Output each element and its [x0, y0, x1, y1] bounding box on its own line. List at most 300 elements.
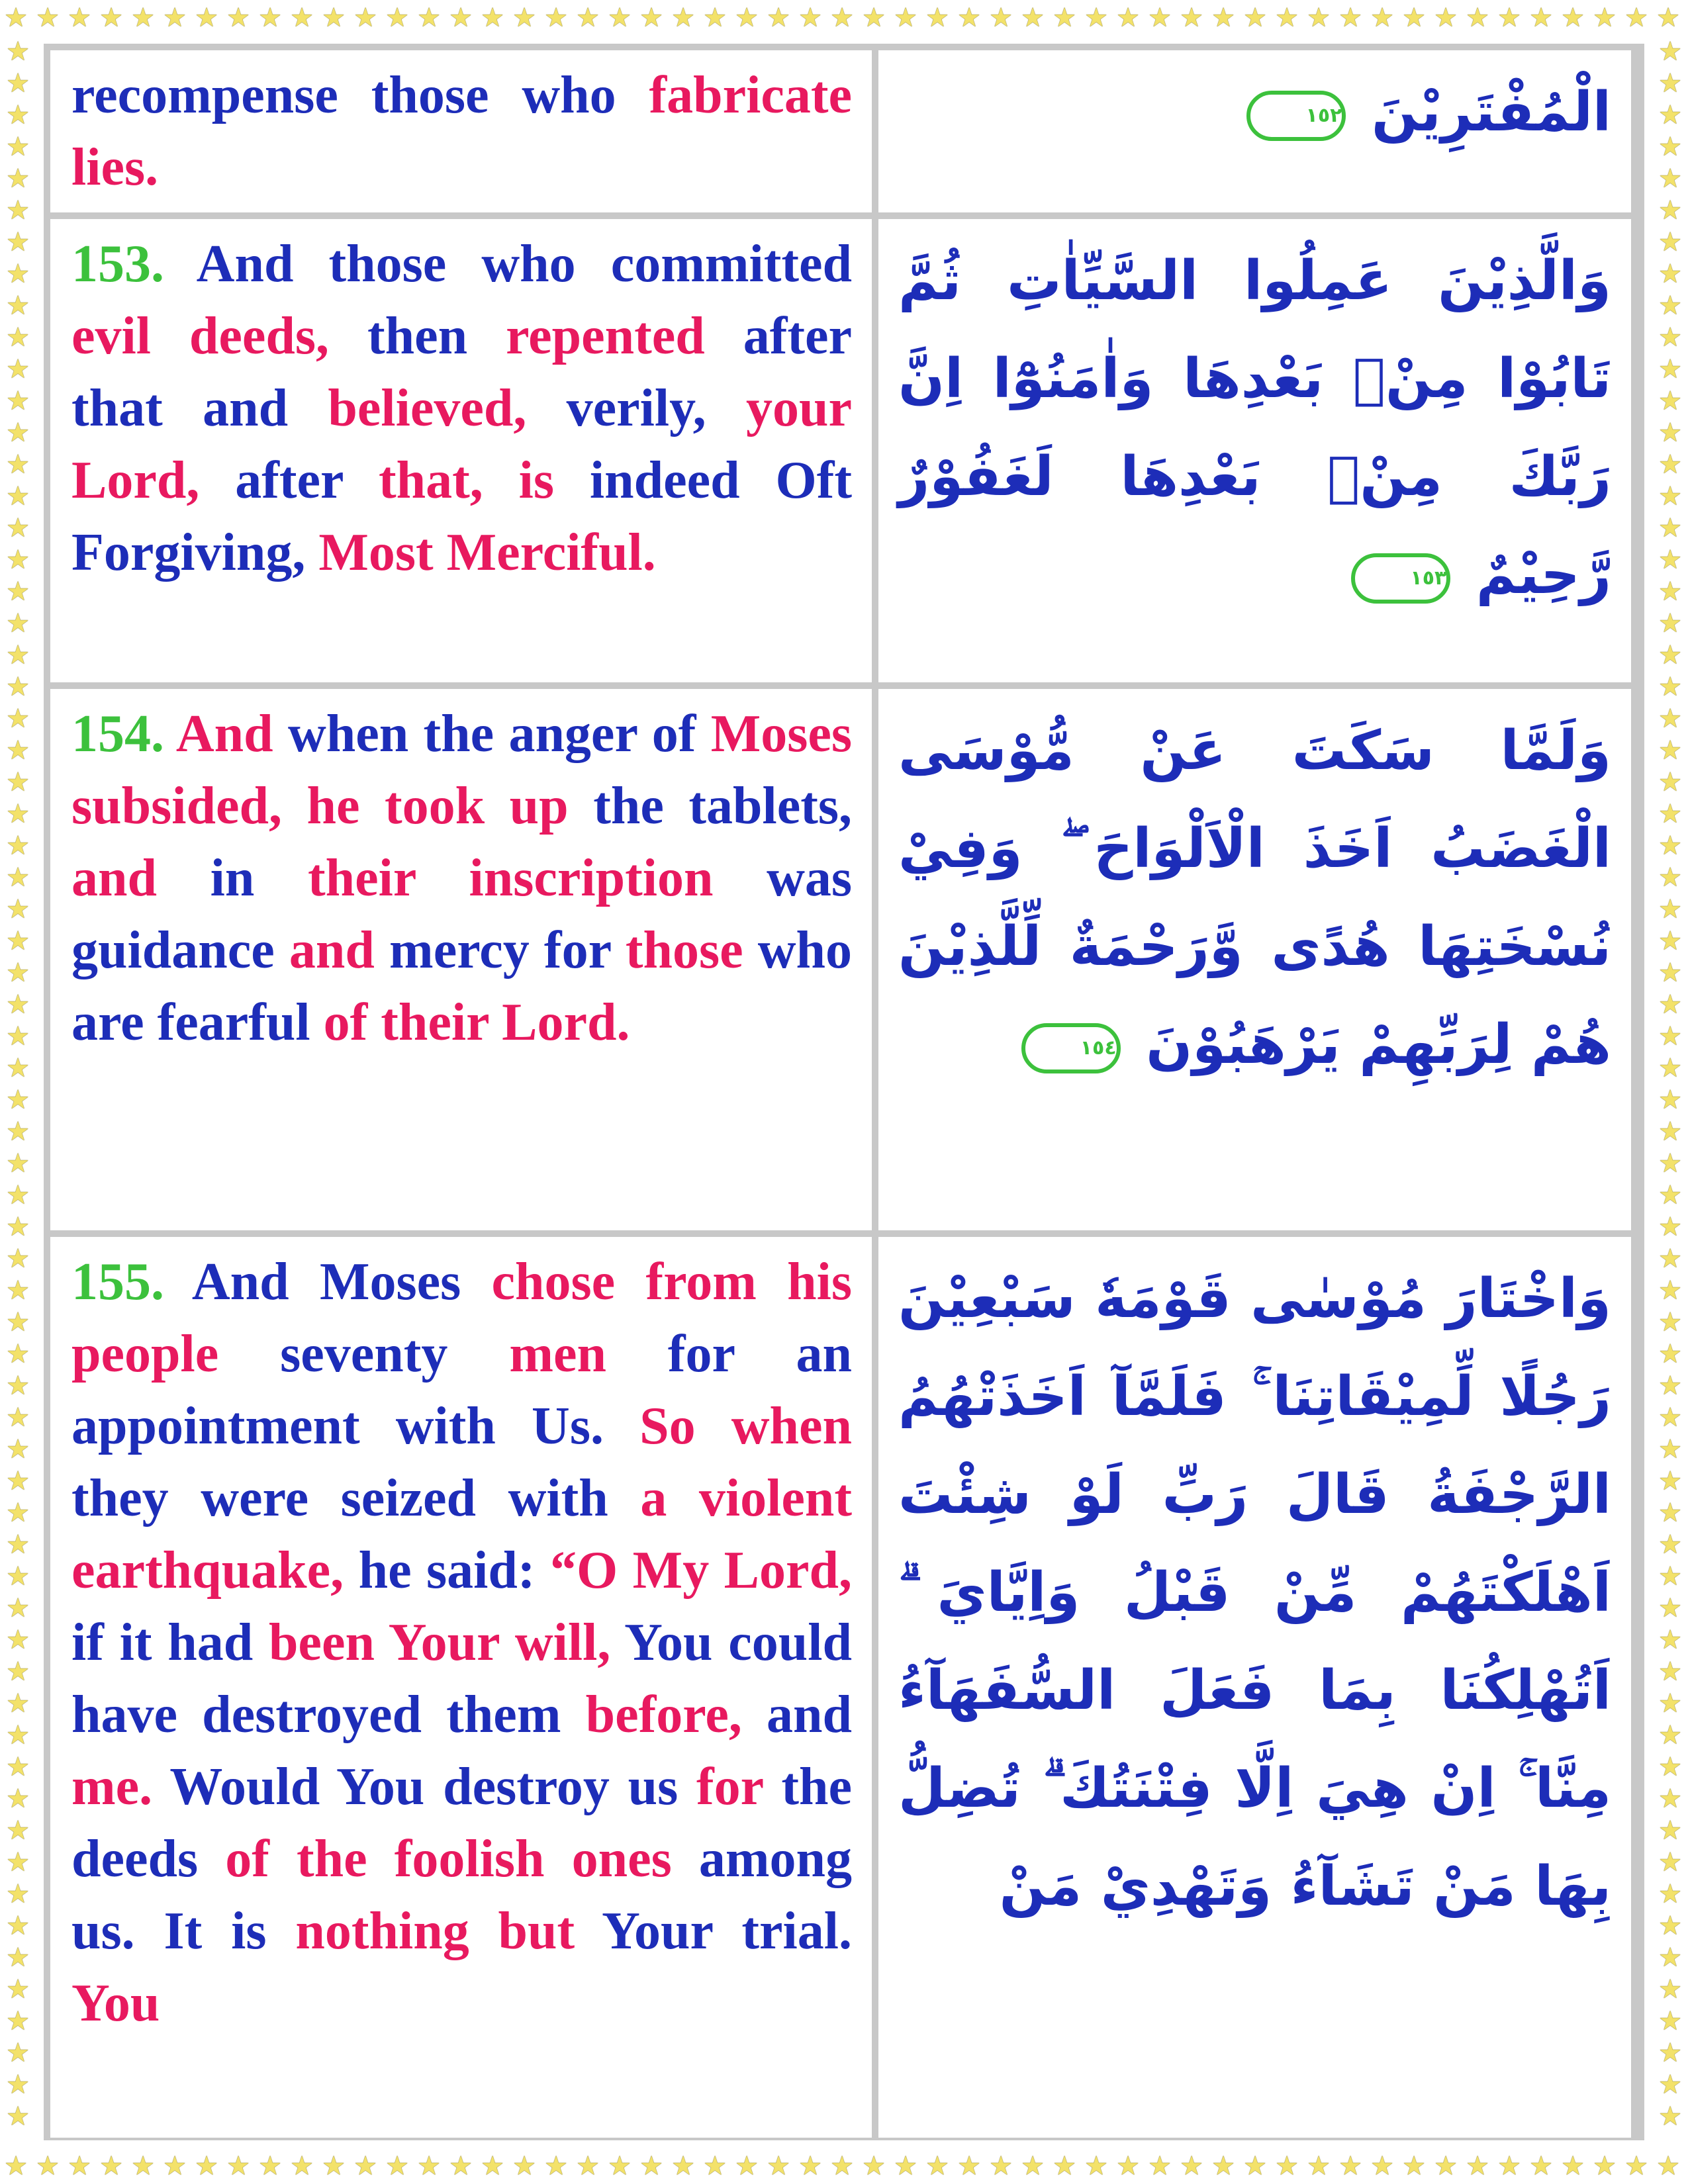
star-icon: ★ [1656, 2151, 1680, 2181]
translation-segment: Moses subsided, he took up [71, 705, 853, 835]
translation-segment: and [767, 1686, 852, 1744]
star-icon: ★ [1658, 640, 1682, 670]
translation-segment: indeed Oft Forgiving, [71, 451, 852, 582]
english-cell-row-1 [50, 50, 872, 212]
translation-segment: of the foolish ones [225, 1830, 699, 1888]
star-icon: ★ [671, 2151, 695, 2181]
star-icon: ★ [1402, 2151, 1426, 2181]
star-icon: ★ [1658, 831, 1682, 861]
star-icon: ★ [1658, 1498, 1682, 1528]
star-icon: ★ [1658, 1529, 1682, 1560]
star-icon: ★ [68, 2151, 91, 2181]
star-icon: ★ [1658, 1847, 1682, 1878]
star-icon: ★ [258, 3, 282, 33]
star-icon: ★ [1658, 132, 1682, 162]
english-translation [71, 228, 852, 589]
star-icon: ★ [6, 354, 30, 385]
star-icon: ★ [6, 1879, 30, 1909]
star-icon: ★ [1084, 3, 1108, 33]
star-icon: ★ [6, 100, 30, 130]
star-icon: ★ [6, 481, 30, 512]
star-icon: ★ [6, 1561, 30, 1592]
translation-segment: a violent earthquake, [71, 1469, 853, 1600]
translation-segment: after that and [71, 307, 853, 437]
star-icon: ★ [6, 1148, 30, 1179]
star-icon: ★ [1658, 322, 1682, 353]
english-translation [71, 60, 852, 204]
star-icon: ★ [417, 2151, 441, 2181]
star-icon: ★ [163, 3, 187, 33]
star-icon: ★ [1593, 2151, 1617, 2181]
star-icon: ★ [6, 68, 30, 99]
star-border-bottom [0, 2148, 1688, 2184]
translation-segment: after [235, 451, 379, 510]
star-icon: ★ [6, 576, 30, 607]
star-icon: ★ [6, 2006, 30, 2036]
star-icon: ★ [1658, 163, 1682, 194]
star-icon: ★ [1658, 36, 1682, 67]
translation-segment: And those who committed [196, 235, 852, 293]
star-icon: ★ [6, 291, 30, 321]
star-icon: ★ [1658, 1879, 1682, 1909]
star-icon: ★ [1658, 1307, 1682, 1338]
translation-segment: among us. It is [71, 1830, 852, 1960]
translation-segment: in [210, 849, 308, 907]
star-icon: ★ [1053, 3, 1076, 33]
star-icon: ★ [1338, 2151, 1362, 2181]
translation-segment: was guidance [71, 849, 853, 979]
translation-segment: 153. [71, 235, 197, 293]
arabic-text: الْمُفْتَرِيْنَ [1372, 81, 1611, 144]
star-icon: ★ [1656, 3, 1680, 33]
star-icon: ★ [4, 3, 28, 33]
star-icon: ★ [1658, 1275, 1682, 1306]
star-icon: ★ [6, 322, 30, 353]
star-icon: ★ [322, 2151, 346, 2181]
star-icon: ★ [6, 1720, 30, 1751]
translation-segment: seventy [280, 1325, 510, 1383]
translation-segment: men [509, 1325, 668, 1383]
star-icon: ★ [703, 3, 727, 33]
star-icon: ★ [1658, 1244, 1682, 1274]
star-icon: ★ [1658, 1021, 1682, 1052]
star-icon: ★ [6, 513, 30, 543]
star-icon: ★ [1658, 100, 1682, 130]
star-icon: ★ [957, 3, 981, 33]
star-icon: ★ [989, 2151, 1013, 2181]
translation-segment: those [625, 921, 758, 979]
star-icon: ★ [1658, 545, 1682, 575]
translation-segment: recompense those who [71, 66, 649, 124]
star-icon: ★ [798, 3, 822, 33]
star-icon: ★ [1529, 2151, 1553, 2181]
star-icon: ★ [1658, 1561, 1682, 1592]
star-icon: ★ [1658, 195, 1682, 226]
star-icon: ★ [6, 1688, 30, 1719]
star-icon: ★ [1307, 2151, 1331, 2181]
translation-segment: me. [71, 1758, 170, 1816]
star-icon: ★ [925, 2151, 949, 2181]
star-icon: ★ [6, 132, 30, 162]
star-icon: ★ [1658, 1339, 1682, 1369]
star-icon: ★ [1624, 2151, 1648, 2181]
star-icon: ★ [1148, 3, 1172, 33]
star-icon: ★ [608, 2151, 632, 2181]
star-border-right [1652, 36, 1688, 2148]
ayah-number-marker: ١٥٣ [1351, 553, 1450, 604]
star-icon: ★ [957, 2151, 981, 2181]
star-icon: ★ [290, 3, 314, 33]
star-icon: ★ [6, 545, 30, 575]
star-icon: ★ [6, 1307, 30, 1338]
ayah-number-marker: ١٥٤ [1021, 1023, 1121, 1073]
star-icon: ★ [4, 2151, 28, 2181]
star-icon: ★ [1658, 2070, 1682, 2100]
translation-segment: of their Lord. [323, 993, 630, 1052]
star-icon: ★ [1180, 3, 1203, 33]
star-icon: ★ [798, 2151, 822, 2181]
star-icon: ★ [1658, 672, 1682, 702]
star-icon: ★ [925, 3, 949, 33]
star-icon: ★ [6, 1911, 30, 1941]
star-icon: ★ [449, 3, 473, 33]
star-icon: ★ [1658, 1053, 1682, 1083]
star-icon: ★ [544, 3, 568, 33]
translation-segment: that, is [378, 451, 590, 510]
star-icon: ★ [99, 2151, 123, 2181]
translation-segment: Would You destroy us [169, 1758, 696, 1816]
star-icon: ★ [1211, 3, 1235, 33]
star-icon: ★ [6, 163, 30, 194]
star-icon: ★ [6, 862, 30, 893]
translation-segment: 155. [71, 1253, 192, 1311]
star-icon: ★ [1658, 1911, 1682, 1941]
star-icon: ★ [6, 672, 30, 702]
star-icon: ★ [1658, 481, 1682, 512]
star-icon: ★ [6, 608, 30, 639]
english-cell-row-4 [50, 1237, 872, 2138]
star-icon: ★ [1658, 767, 1682, 797]
star-icon: ★ [1561, 3, 1585, 33]
translation-segment: believed, [328, 379, 567, 437]
star-icon: ★ [1658, 1402, 1682, 1433]
translation-segment: their inscription [307, 849, 767, 907]
star-icon: ★ [1529, 3, 1553, 33]
translation-segment: who are fearful [71, 921, 853, 1052]
star-icon: ★ [6, 1815, 30, 1846]
star-icon: ★ [6, 449, 30, 480]
english-translation [71, 1246, 852, 2040]
arabic-verse [898, 1250, 1611, 1936]
star-icon: ★ [6, 799, 30, 829]
arabic-verse [898, 64, 1611, 161]
star-icon: ★ [481, 3, 504, 33]
star-icon: ★ [6, 227, 30, 257]
translation-segment: Your trial. [602, 1902, 853, 1960]
star-icon: ★ [6, 1212, 30, 1242]
ayah-number-marker: ١٥٢ [1246, 91, 1346, 141]
star-icon: ★ [1658, 1466, 1682, 1496]
star-icon: ★ [1658, 1625, 1682, 1655]
star-icon: ★ [36, 2151, 60, 2181]
star-icon: ★ [6, 767, 30, 797]
star-icon: ★ [1658, 704, 1682, 734]
arabic-verse [898, 702, 1611, 1094]
star-icon: ★ [894, 2151, 917, 2181]
star-icon: ★ [1658, 735, 1682, 766]
star-icon: ★ [639, 3, 663, 33]
star-icon: ★ [1658, 576, 1682, 607]
star-icon: ★ [1116, 2151, 1140, 2181]
star-icon: ★ [6, 894, 30, 925]
star-icon: ★ [6, 1466, 30, 1496]
star-icon: ★ [6, 1116, 30, 1147]
star-icon: ★ [1658, 862, 1682, 893]
translation-segment: he said: [358, 1541, 550, 1600]
star-icon: ★ [1658, 894, 1682, 925]
star-icon: ★ [1658, 1974, 1682, 2005]
star-icon: ★ [894, 3, 917, 33]
star-icon: ★ [1658, 926, 1682, 956]
arabic-verse [898, 232, 1611, 624]
star-icon: ★ [226, 3, 250, 33]
star-icon: ★ [6, 1339, 30, 1369]
star-icon: ★ [735, 3, 759, 33]
star-icon: ★ [6, 926, 30, 956]
star-icon: ★ [1658, 1212, 1682, 1242]
star-icon: ★ [1658, 68, 1682, 99]
translation-segment: evil deeds, [71, 307, 367, 365]
translation-segment: fabricate lies. [71, 66, 852, 197]
star-icon: ★ [1021, 2151, 1045, 2181]
star-icon: ★ [1658, 1593, 1682, 1623]
star-icon: ★ [6, 1371, 30, 1401]
star-icon: ★ [6, 1974, 30, 2005]
star-icon: ★ [1658, 1720, 1682, 1751]
translation-segment: And [175, 705, 288, 763]
star-icon: ★ [6, 2070, 30, 2100]
star-icon: ★ [131, 3, 155, 33]
star-icon: ★ [735, 2151, 759, 2181]
translation-segment: the deeds [71, 1758, 853, 1888]
star-icon: ★ [6, 1498, 30, 1528]
star-icon: ★ [1624, 3, 1648, 33]
star-icon: ★ [6, 1402, 30, 1433]
star-icon: ★ [1497, 2151, 1521, 2181]
star-icon: ★ [6, 704, 30, 734]
arabic-cell-row-4 [878, 1237, 1631, 2138]
star-icon: ★ [1658, 354, 1682, 385]
star-icon: ★ [767, 2151, 790, 2181]
star-icon: ★ [1593, 3, 1617, 33]
star-icon: ★ [6, 1529, 30, 1560]
star-icon: ★ [1658, 1116, 1682, 1147]
english-cell-row-2 [50, 219, 872, 682]
star-icon: ★ [6, 1784, 30, 1814]
star-icon: ★ [6, 1942, 30, 1973]
star-icon: ★ [36, 3, 60, 33]
star-icon: ★ [1053, 2151, 1076, 2181]
star-icon: ★ [1658, 418, 1682, 448]
star-icon: ★ [6, 1021, 30, 1052]
star-icon: ★ [1658, 1148, 1682, 1179]
star-icon: ★ [1658, 989, 1682, 1020]
star-icon: ★ [830, 3, 854, 33]
star-icon: ★ [1402, 3, 1426, 33]
star-icon: ★ [6, 1752, 30, 1782]
star-border-left [0, 36, 36, 2148]
star-icon: ★ [481, 2151, 504, 2181]
star-icon: ★ [385, 2151, 409, 2181]
star-icon: ★ [1307, 3, 1331, 33]
translation-segment: when the anger of [287, 705, 711, 763]
star-icon: ★ [6, 2101, 30, 2132]
star-icon: ★ [6, 1847, 30, 1878]
star-icon: ★ [1658, 513, 1682, 543]
star-icon: ★ [353, 3, 377, 33]
star-icon: ★ [1084, 2151, 1108, 2181]
star-icon: ★ [1658, 1688, 1682, 1719]
star-icon: ★ [6, 735, 30, 766]
star-icon: ★ [1338, 3, 1362, 33]
star-icon: ★ [1561, 2151, 1585, 2181]
star-icon: ★ [1658, 1942, 1682, 1973]
star-icon: ★ [671, 3, 695, 33]
verse-table-frame [44, 44, 1644, 2140]
translation-segment: for an appointment with Us. [71, 1325, 853, 1455]
translation-segment: for [696, 1758, 782, 1816]
english-cell-row-3 [50, 689, 872, 1230]
star-icon: ★ [6, 1593, 30, 1623]
verse-table [50, 50, 1638, 2134]
star-icon: ★ [1497, 3, 1521, 33]
star-icon: ★ [290, 2151, 314, 2181]
star-icon: ★ [1658, 227, 1682, 257]
star-icon: ★ [6, 36, 30, 67]
star-icon: ★ [1211, 2151, 1235, 2181]
star-icon: ★ [385, 3, 409, 33]
star-icon: ★ [1434, 2151, 1458, 2181]
star-icon: ★ [862, 2151, 886, 2181]
translation-segment: the tablets, [593, 777, 852, 835]
translation-segment: mercy for [389, 921, 626, 979]
arabic-cell-row-3 [878, 689, 1631, 1230]
star-icon: ★ [1658, 259, 1682, 289]
star-icon: ★ [226, 2151, 250, 2181]
star-icon: ★ [1466, 2151, 1489, 2181]
star-icon: ★ [99, 3, 123, 33]
translation-segment: Most Merciful. [318, 523, 656, 582]
star-icon: ★ [862, 3, 886, 33]
translation-segment: then [367, 307, 506, 365]
translation-segment: and [71, 849, 211, 907]
star-icon: ★ [6, 1180, 30, 1210]
star-icon: ★ [1658, 386, 1682, 416]
star-icon: ★ [1275, 3, 1299, 33]
star-icon: ★ [1658, 608, 1682, 639]
star-icon: ★ [449, 2151, 473, 2181]
star-icon: ★ [639, 2151, 663, 2181]
star-icon: ★ [6, 1275, 30, 1306]
star-icon: ★ [576, 3, 600, 33]
translation-segment: been Your will, [268, 1614, 625, 1672]
star-icon: ★ [608, 3, 632, 33]
star-icon: ★ [1370, 3, 1394, 33]
star-icon: ★ [258, 2151, 282, 2181]
star-icon: ★ [1116, 3, 1140, 33]
star-icon: ★ [6, 195, 30, 226]
star-icon: ★ [1148, 2151, 1172, 2181]
star-icon: ★ [6, 989, 30, 1020]
star-icon: ★ [1658, 2038, 1682, 2068]
star-icon: ★ [1180, 2151, 1203, 2181]
star-icon: ★ [6, 1053, 30, 1083]
star-icon: ★ [1658, 1180, 1682, 1210]
translation-segment: repented [506, 307, 743, 365]
star-icon: ★ [1658, 1085, 1682, 1115]
star-icon: ★ [6, 958, 30, 988]
star-icon: ★ [512, 3, 536, 33]
star-icon: ★ [1434, 3, 1458, 33]
star-icon: ★ [6, 1434, 30, 1465]
star-icon: ★ [131, 2151, 155, 2181]
arabic-text: وَلَمَّا سَكَتَ عَنْ مُّوْسَى الْغَضَبُ اَخَذَ الْاَلْوَاحَ ۖ وَفِيْ نُسْخَتِهَا هُدًى وَّرَحْمَةٌ لِّلَّذِيْنَ هُمْ لِرَبِّهِمْ يَرْهَبُوْنَ [898, 719, 1611, 1076]
translation-segment: 154. [71, 705, 176, 763]
star-icon: ★ [6, 831, 30, 861]
star-icon: ★ [1243, 2151, 1267, 2181]
translation-segment: So when [639, 1397, 852, 1455]
star-icon: ★ [353, 2151, 377, 2181]
star-icon: ★ [1658, 1815, 1682, 1846]
star-icon: ★ [195, 3, 218, 33]
star-icon: ★ [6, 640, 30, 670]
star-icon: ★ [6, 418, 30, 448]
star-icon: ★ [1658, 1371, 1682, 1401]
translation-segment: You could have destroyed them [71, 1614, 852, 1744]
star-icon: ★ [703, 2151, 727, 2181]
star-icon: ★ [6, 386, 30, 416]
translation-segment: before, [585, 1686, 767, 1744]
arabic-cell-row-1 [878, 50, 1631, 212]
star-icon: ★ [1658, 2101, 1682, 2132]
translation-segment: And Moses [191, 1253, 492, 1311]
arabic-cell-row-2 [878, 219, 1631, 682]
translation-segment: nothing but [295, 1902, 602, 1960]
arabic-text: وَاخْتَارَ مُوْسٰى قَوْمَهٗ سَبْعِيْنَ رَجُلًا لِّمِيْقَاتِنَا ۚ فَلَمَّآ اَخَذَتْهُمُ الرَّجْفَةُ قَالَ رَبِّ لَوْ شِئْتَ اَهْلَكْتَهُمْ مِّنْ قَبْلُ وَاِيَّايَ ۗ اَتُهْلِكُنَا بِمَا فَعَلَ السُّفَهَآءُ مِنَّا ۚ اِنْ هِيَ اِلَّا فِتْنَتُكَ ۗ تُضِلُّ بِهَا مَنْ تَشَآءُ وَتَهْدِيْ مَنْ [898, 1267, 1611, 1918]
translation-segment: You [71, 1974, 160, 2032]
star-border-top [0, 0, 1688, 36]
translation-segment: chose from his people [71, 1253, 852, 1383]
arabic-text: وَالَّذِيْنَ عَمِلُوا السَّيِّاٰتِ ثُمَّ تَابُوْا مِنْۢ بَعْدِهَا وَاٰمَنُوْٓا اِنَّ رَبَّكَ مِنْۢ بَعْدِهَا لَغَفُوْرٌ رَّحِيْمٌ [898, 250, 1611, 606]
translation-segment: they were seized with [71, 1469, 641, 1527]
star-icon: ★ [6, 2038, 30, 2068]
star-icon: ★ [1658, 1784, 1682, 1814]
star-icon: ★ [1658, 2006, 1682, 2036]
translation-segment: verily, [566, 379, 746, 437]
star-icon: ★ [6, 1244, 30, 1274]
star-icon: ★ [1658, 958, 1682, 988]
star-icon: ★ [1658, 449, 1682, 480]
star-icon: ★ [767, 3, 790, 33]
star-icon: ★ [544, 2151, 568, 2181]
star-icon: ★ [1466, 3, 1489, 33]
star-icon: ★ [322, 3, 346, 33]
star-icon: ★ [1021, 3, 1045, 33]
star-icon: ★ [576, 2151, 600, 2181]
star-icon: ★ [68, 3, 91, 33]
translation-segment: if it had [71, 1614, 269, 1672]
star-icon: ★ [195, 2151, 218, 2181]
